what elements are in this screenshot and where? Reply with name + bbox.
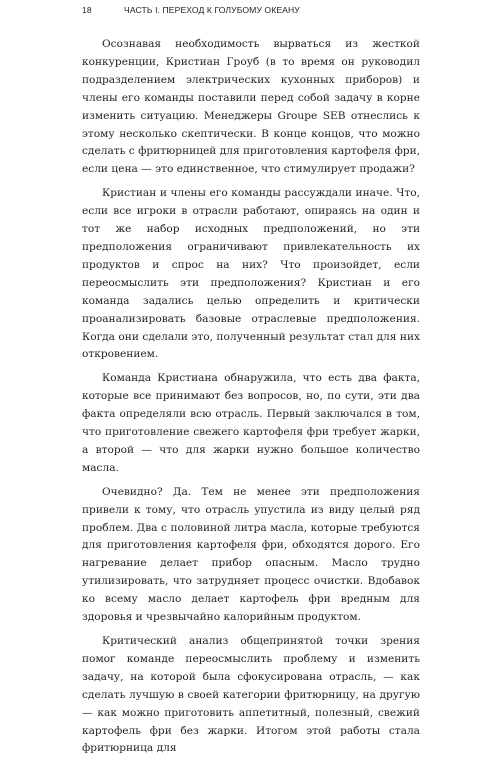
running-header	[0, 5, 500, 19]
chapter-title: ЧАСТЬ I. ПЕРЕХОД К ГОЛУБОМУ ОКЕАНУ	[124, 5, 300, 15]
paragraph-4: Очевидно? Да. Тем не менее эти предположения привели к тому, что отрасль упустила из виду целый ряд проблем. Два с половиной литра масла, которые требуются для приготовления картофеля фри, обходятся дорого. Его нагревание делает прибор опасным. Масло трудно утилизировать, что затрудняет процесс очистки. Вдобавок ко всему масло делает картофель фри вредным для здоровья и чрезвычайно калорийным продуктом.	[82, 485, 420, 624]
page-number: 18	[82, 5, 92, 15]
paragraph-3: Команда Кристиана обнаружила, что есть два факта, которые все принимают без вопросов, но, по сути, эти два факта определяли всю отрасль. Первый заключался в том, что приготовление свежего картофеля фри требует жарки, а второй — что для жарки нужно большое количество масла.	[82, 372, 420, 474]
paragraph-5: Критический анализ общепринятой точки зрения помог команде переосмыслить проблему и изменить задачу, на которой была сфокусирована отрасль, — как сделать лучшую в своей категории фритюрницу, на другую — как можно приготовить аппетитный, полезный, свежий картофель фри без жарки. Итогом этой работы стала фритюрница для	[82, 635, 420, 755]
body-text	[82, 36, 420, 764]
paragraph-2: Кристиан и члены его команды рассуждали иначе. Что, если все игроки в отрасли работают, опираясь на один и тот же набор исходных предположений, но эти предположения ограничивают привлекательность их продуктов и спрос на них? Что произойдет, если переосмыслить эти предположения? Кристиан и его команда задались целью определить и критически проанализировать базовые отраслевые предположения. Когда они сделали это, полученный результат стал для них откровением.	[82, 187, 420, 361]
paragraph-1: Осознавая необходимость вырваться из жесткой конкуренции, Кристиан Гроуб (в то время он руководил подразделением электрических кухонных приборов) и члены его команды поставили перед собой задачу в корне изменить ситуацию. Менеджеры Groupe SEB отнеслись к этому несколько скептически. В конце концов, что можно сделать с фритюрницей для приготовления картофеля фри, если цена — это единственное, что стимулирует продажи?	[82, 38, 421, 176]
